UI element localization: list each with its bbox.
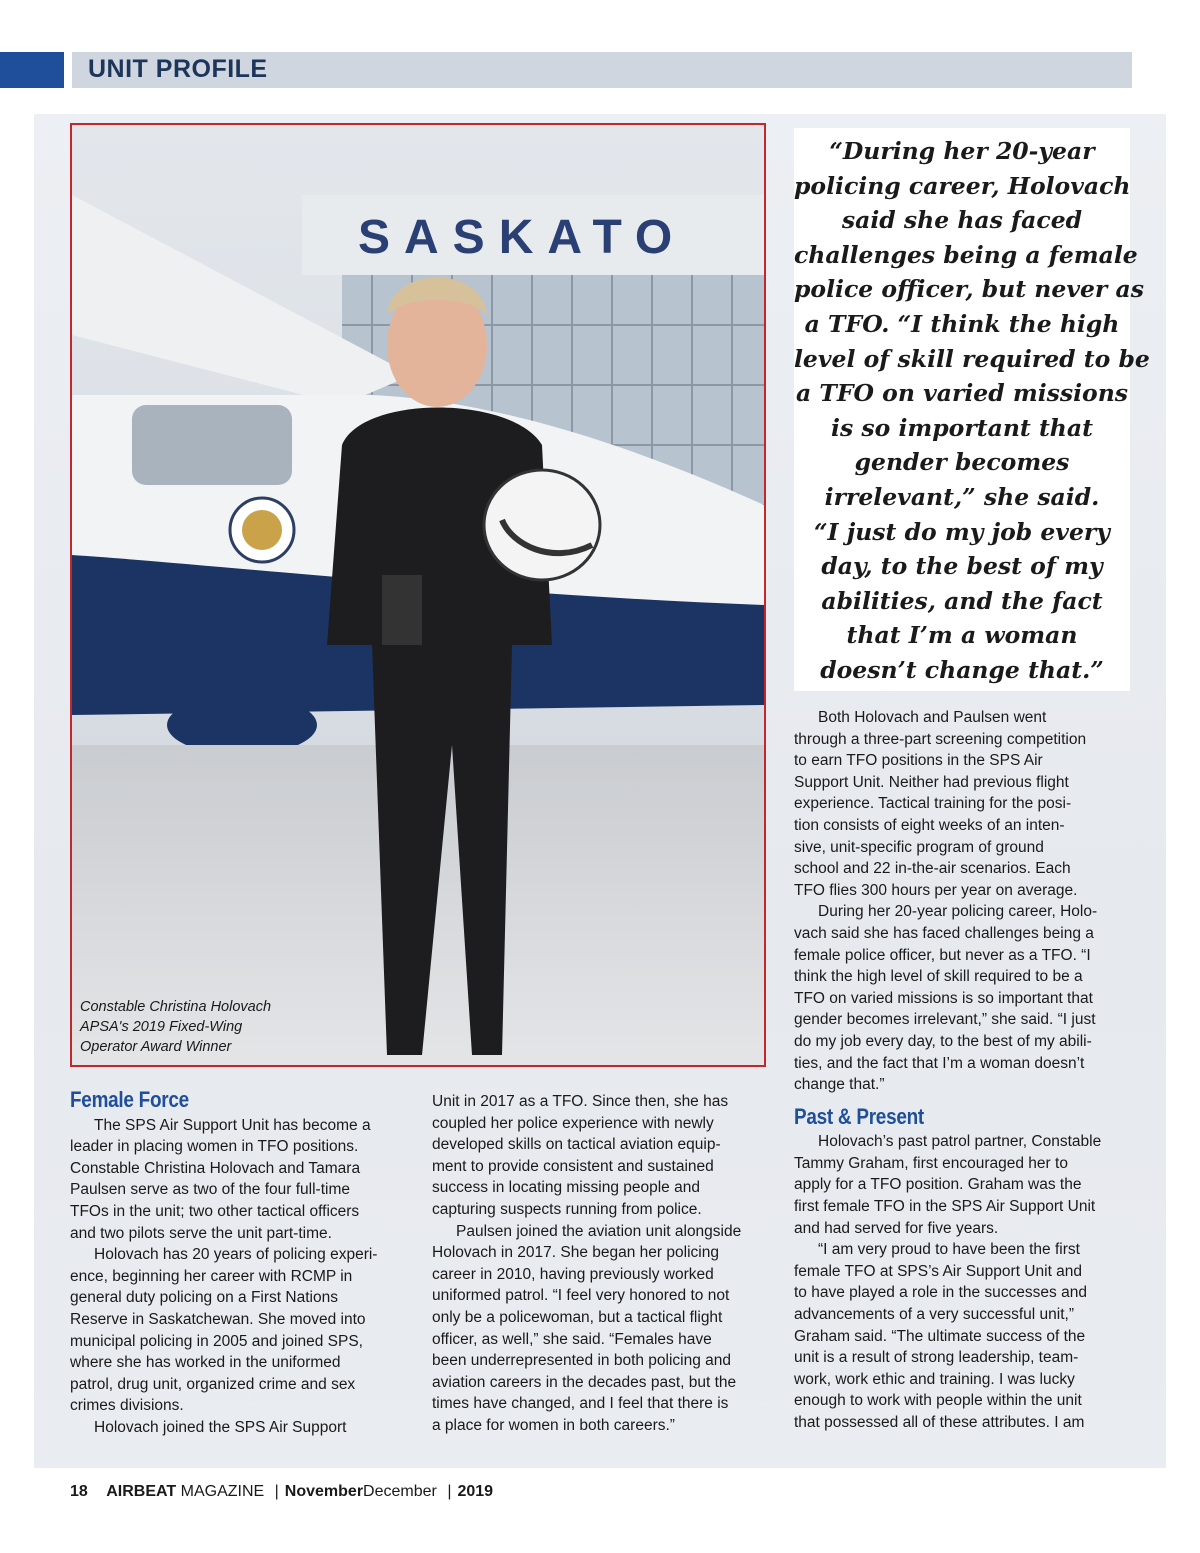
footer-month-1: November: [284, 1483, 364, 1500]
quote-line: irrelevant,” she said.: [824, 482, 1100, 511]
quote-line: day, to the best of my: [821, 552, 1103, 581]
column-2: [432, 1091, 772, 1437]
quote-line: a TFO on varied missions: [795, 379, 1129, 408]
footer-separator: |: [274, 1483, 279, 1500]
text-line: general duty policing on a First Nations: [70, 1289, 338, 1307]
text-line: ment to provide consistent and sustained: [432, 1157, 714, 1175]
text-line: only be a policewoman, but a tactical flight: [432, 1308, 723, 1326]
text-line: school and 22 in-the-air scenarios. Each: [794, 860, 1071, 878]
text-line: crimes divisions.: [70, 1397, 184, 1415]
text-line: and had served for five years.: [794, 1219, 999, 1237]
paragraph: [432, 1221, 772, 1437]
paragraph: [794, 1239, 1139, 1433]
text-line: uniformed patrol. “I feel very honored to not: [432, 1287, 730, 1305]
text-line: a place for women in both careers.”: [432, 1416, 675, 1434]
quote-line: abilities, and the fact: [821, 586, 1103, 615]
text-line: success in locating missing people and: [432, 1179, 700, 1197]
text-line: advancements of a very successful unit,”: [794, 1306, 1074, 1324]
page-number: 18: [70, 1483, 88, 1500]
text-line: Holovach’s past patrol partner, Constable: [818, 1133, 1102, 1151]
text-line: Graham said. “The ultimate success of the: [794, 1327, 1086, 1345]
text-line: aviation careers in the decades past, but the: [432, 1373, 737, 1391]
text-line: capturing suspects running from police.: [432, 1200, 702, 1218]
quote-line: is so important that: [831, 413, 1093, 442]
text-line: ties, and the fact that I’m a woman doesn’t: [794, 1054, 1085, 1072]
text-line: to earn TFO positions in the SPS Air: [794, 752, 1043, 770]
text-line: Both Holovach and Paulsen went: [818, 709, 1047, 726]
footer-magazine: MAGAZINE: [180, 1483, 265, 1500]
text-line: Holovach has 20 years of policing experi-: [94, 1246, 378, 1264]
text-line: ence, beginning her career with RCMP in: [70, 1267, 353, 1285]
quote-line: policing career, Holovach: [794, 171, 1131, 200]
text-line: where she has worked in the uniformed: [70, 1354, 341, 1372]
caption-line: Constable Christina Holovach: [80, 999, 272, 1015]
paragraph: [70, 1417, 410, 1439]
text-line: Paulsen serve as two of the four full-time: [70, 1181, 350, 1199]
photo-illustration: [72, 125, 764, 1065]
pull-quote: [794, 134, 1150, 688]
section-title: UNIT PROFILE: [88, 55, 268, 83]
paragraph: [70, 1115, 410, 1245]
feature-photo: [70, 123, 766, 1067]
heading-female-force: Female Force: [70, 1087, 189, 1112]
text-line: developed skills on tactical aviation equip-: [432, 1136, 721, 1154]
text-line: officer, as well,” she said. “Females have: [432, 1330, 712, 1348]
text-line: Holovach in 2017. She began her policing: [432, 1244, 719, 1262]
text-line: change that.”: [794, 1076, 885, 1094]
text-line: TFOs in the unit; two other tactical officers: [70, 1202, 360, 1220]
quote-line: a TFO. “I think the high: [804, 309, 1120, 338]
text-line: that possessed all of these attributes. I am: [794, 1414, 1085, 1431]
text-line: and two pilots serve the unit part-time.: [70, 1224, 332, 1242]
text-line: work, work ethic and training. I was lucky: [794, 1370, 1075, 1388]
text-line: sive, unit-specific program of ground: [794, 838, 1044, 856]
quote-line: said she has faced: [841, 206, 1083, 235]
text-line: Holovach joined the SPS Air Support: [94, 1418, 347, 1436]
photo-caption: [80, 997, 271, 1057]
text-line: Support Unit. Neither had previous flight: [794, 773, 1069, 791]
text-line: leader in placing women in TFO positions.: [70, 1138, 359, 1156]
sign-text: SASKATO: [358, 211, 687, 264]
text-line: Paulsen joined the aviation unit alongside: [456, 1222, 742, 1240]
text-line: enough to work with people within the unit: [794, 1392, 1082, 1410]
quote-line: “During her 20-year: [829, 137, 1095, 165]
quote-line: challenges being a female: [794, 240, 1138, 269]
text-line: female TFO at SPS’s Air Support Unit and: [794, 1262, 1083, 1280]
footer-month-2: December: [363, 1483, 437, 1500]
text-line: municipal policing in 2005 and joined SPS,: [70, 1332, 363, 1350]
text-line: Reserve in Saskatchewan. She moved into: [70, 1310, 366, 1328]
text-line: think the high level of skill required to be a: [794, 968, 1083, 986]
footer-brand: AIRBEAT: [106, 1483, 177, 1500]
text-line: through a three-part screening competition: [794, 730, 1087, 748]
text-line: experience. Tactical training for the posi-: [794, 795, 1072, 813]
text-line: do my job every day, to the best of my abili-: [794, 1032, 1092, 1050]
text-line: The SPS Air Support Unit has become a: [94, 1116, 371, 1134]
text-line: first female TFO in the SPS Air Support Unit: [794, 1198, 1096, 1216]
text-line: unit is a result of strong leadership, team-: [794, 1349, 1079, 1367]
column-3: [794, 707, 1139, 1434]
quote-line: doesn’t change that.”: [820, 655, 1104, 684]
text-line: During her 20-year policing career, Holo-: [818, 903, 1098, 921]
text-line: “I am very proud to have been the first: [818, 1241, 1080, 1259]
quote-line: that I’m a woman: [846, 621, 1078, 650]
text-line: TFO flies 300 hours per year on average.: [794, 881, 1078, 899]
text-line: TFO on varied missions is so important that: [794, 989, 1093, 1007]
text-line: vach said she has faced challenges being a: [794, 924, 1094, 942]
column-1: [70, 1089, 410, 1439]
text-line: Unit in 2017 as a TFO. Since then, she has: [432, 1093, 729, 1110]
text-line: tion consists of eight weeks of an inten-: [794, 816, 1065, 834]
paragraph: [794, 1131, 1139, 1239]
text-line: been underrepresented in both policing and: [432, 1352, 732, 1370]
quote-line: gender becomes: [854, 448, 1070, 477]
footer-year: 2019: [457, 1483, 494, 1500]
text-line: apply for a TFO position. Graham was the: [794, 1176, 1082, 1194]
paragraph: [432, 1091, 772, 1221]
quote-line: level of skill required to be: [794, 344, 1150, 373]
quote-line: police officer, but never as: [794, 275, 1144, 304]
heading-past-present: Past & Present: [794, 1103, 924, 1129]
text-line: career in 2010, having previously worked: [432, 1265, 714, 1283]
text-line: gender becomes irrelevant,” she said. “I just: [794, 1011, 1096, 1029]
footer-separator: |: [447, 1483, 452, 1500]
caption-line: APSA's 2019 Fixed-Wing: [80, 1019, 243, 1035]
paragraph: [794, 707, 1139, 901]
pull-quote-box: [794, 128, 1150, 691]
text-line: Constable Christina Holovach and Tamara: [70, 1159, 361, 1177]
paragraph: [794, 901, 1139, 1095]
text-line: coupled her police experience with newly: [432, 1114, 714, 1132]
text-line: patrol, drug unit, organized crime and sex: [70, 1375, 356, 1393]
page-footer: [70, 1483, 493, 1501]
text-line: times have changed, and I feel that there is: [432, 1395, 729, 1413]
text-line: Tammy Graham, first encouraged her to: [794, 1154, 1068, 1172]
paragraph: [70, 1244, 410, 1417]
quote-line: “I just do my job every: [814, 517, 1110, 546]
caption-line: Operator Award Winner: [80, 1039, 232, 1055]
text-line: female police officer, but never as a TFO. “I: [794, 946, 1091, 964]
text-line: to have played a role in the successes and: [794, 1284, 1087, 1302]
header-accent-block: [0, 52, 64, 88]
